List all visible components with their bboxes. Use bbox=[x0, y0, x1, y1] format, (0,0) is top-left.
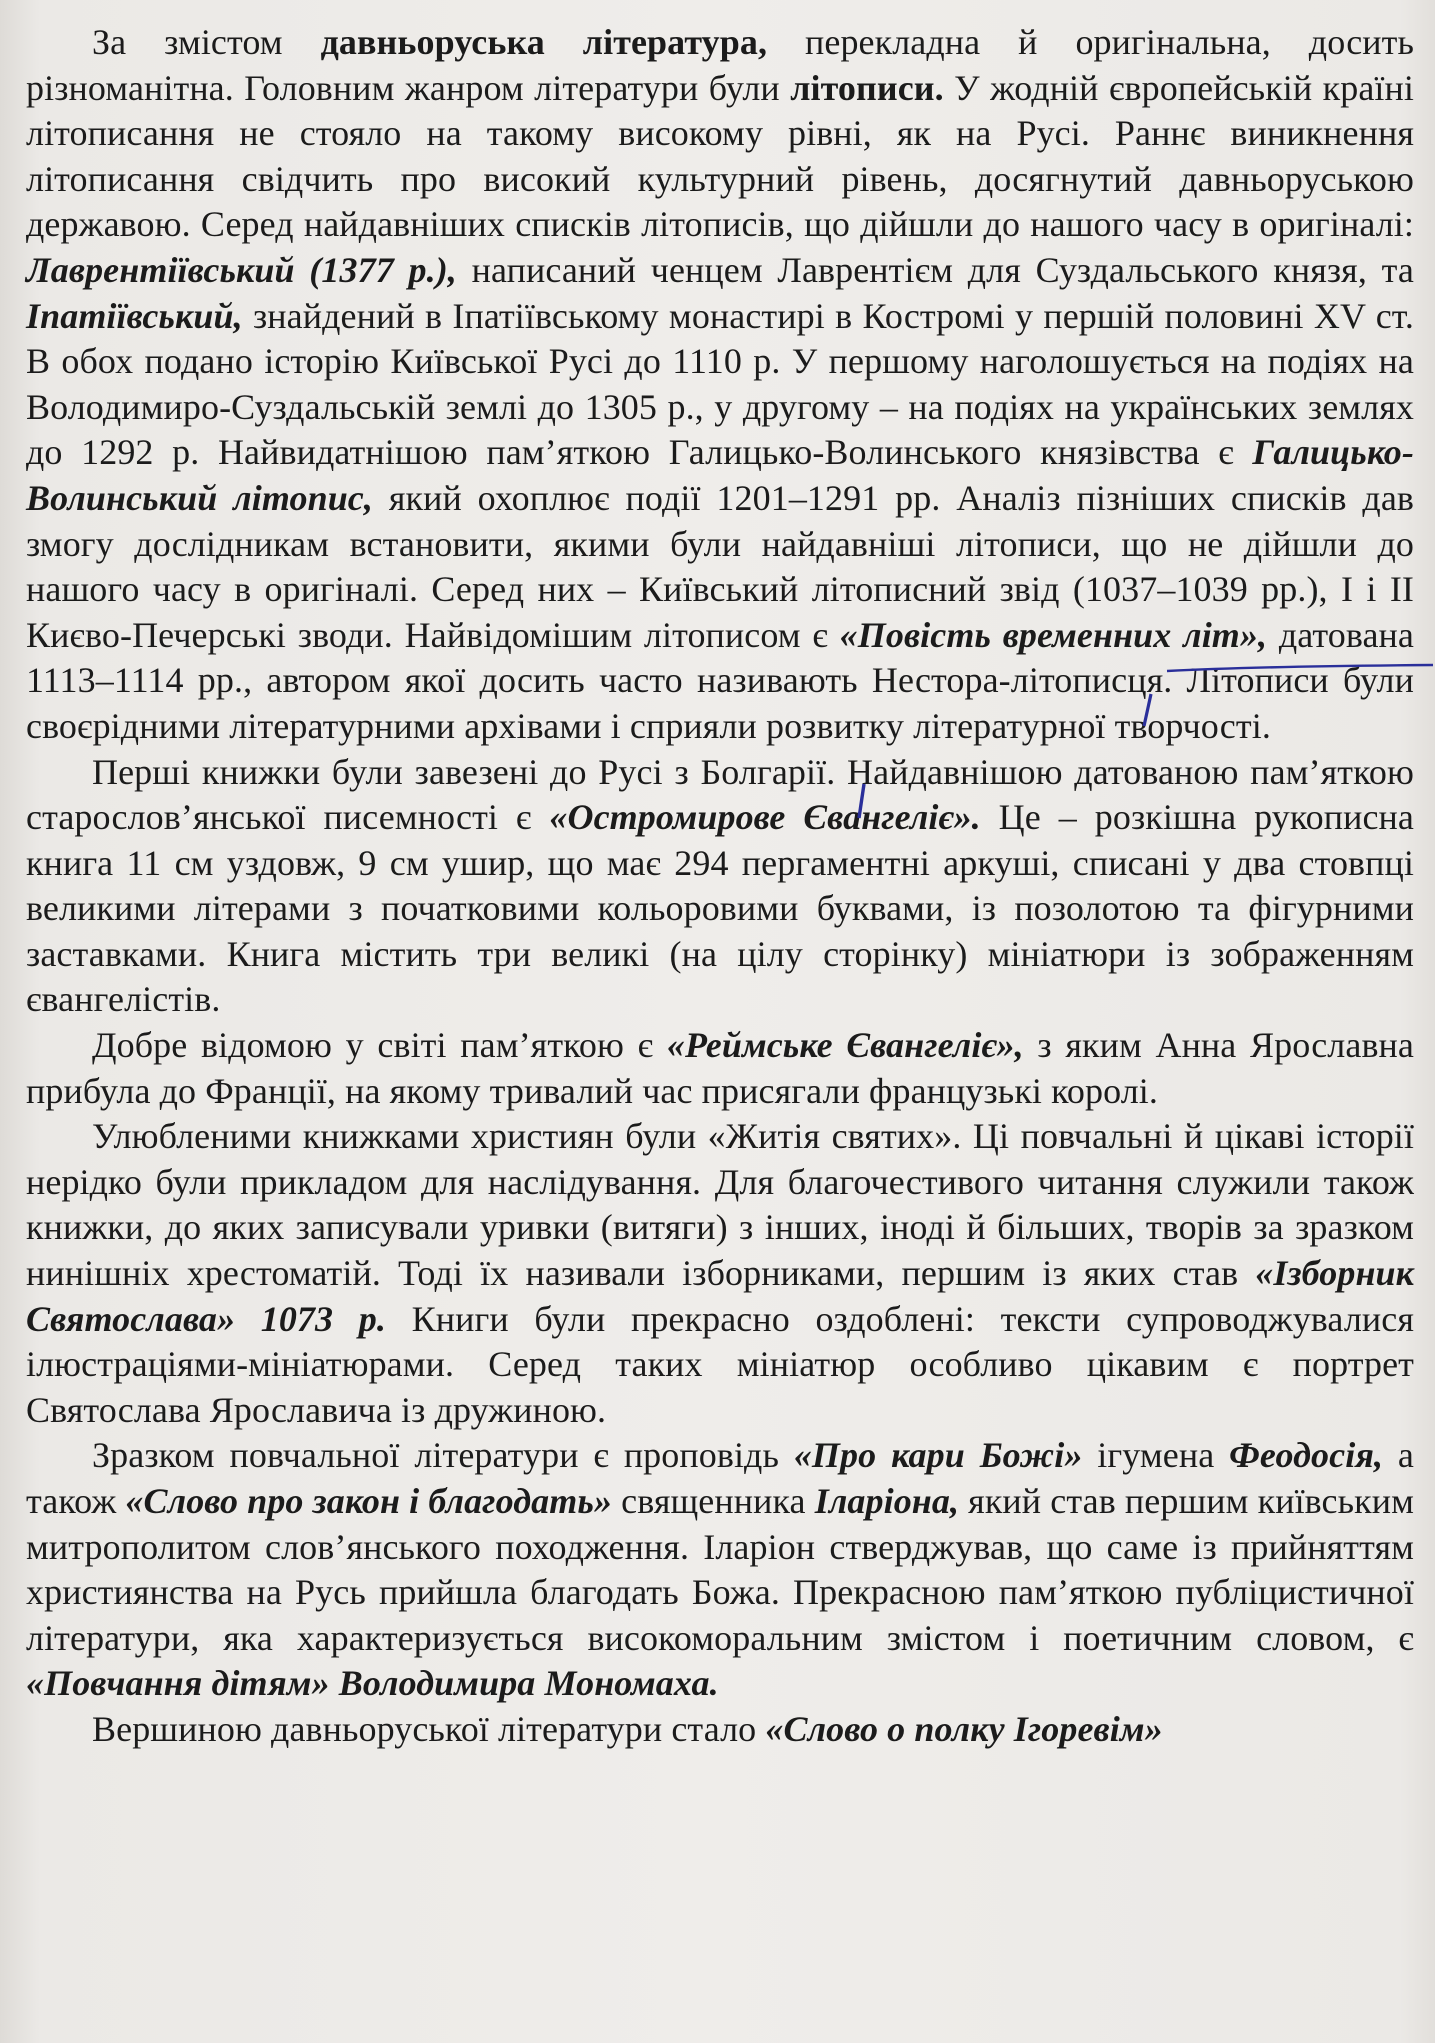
bold-italic-title: «Про кари Божі» bbox=[793, 1435, 1083, 1476]
paragraph bbox=[26, 20, 1414, 750]
bold-term: літописи. bbox=[790, 67, 944, 108]
text-run: Добре відомою у світі пам’яткою є bbox=[92, 1025, 667, 1066]
text-run: Це – розкішна рукописна книга 11 см уздовж, 9 см ушир, що має 294 пергаментні аркуші, списані у два стовпці великими літерами з початковими кольоровими буквами, із позолотою та фігурними заставками. Книга містить три великі (на цілу сторінку) мініатюри із зображенням євангелістів. bbox=[26, 797, 1414, 1020]
text-run: написаний ченцем Лаврентієм для Суздальського князя, та bbox=[456, 249, 1414, 290]
bold-italic-title: «Ізборник Святослава» 1073 р. bbox=[26, 1253, 1414, 1339]
paragraph bbox=[26, 1433, 1414, 1707]
bold-italic-title: «Слово про закон і благодать» bbox=[125, 1481, 613, 1521]
bold-italic-title: Лаврентіївський (1377 р.), bbox=[26, 249, 457, 290]
bold-italic-title: Іларіона, bbox=[814, 1481, 960, 1521]
text-run: Вершиною давньоруської літератури стало bbox=[92, 1708, 766, 1749]
text-run: з яким Анна Ярославна прибула до Франції, на якому тривалий час присягали французькі королі. bbox=[26, 1025, 1414, 1111]
text-run: За змістом bbox=[92, 22, 321, 62]
text-run: Улюбленими книжками християн були «Житія святих». Ці повчальні й цікаві історії нерідко були прикладом для наслідування. Для благочестивого читання служили також книжки, до яких записували уривки (витяги) з інших, іноді й більших, творів за зразком нинішніх хрестоматій. Тоді їх називали ізборниками, першим із яких став bbox=[26, 1116, 1414, 1294]
text-run: який охоплює події 1201–1291 рр. Аналіз пізніших списків дав змогу дослідникам встановити, якими були найдавніші літописи, що не дійшли до нашого часу в оригіналі. Серед них – Київський літописний звід (1037–1039 рр.), І і ІІ Києво-Печерські зводи. Найвідомішим літописом є bbox=[26, 477, 1415, 655]
bold-italic-title: Галицько-Волинський літопис, bbox=[26, 432, 1414, 518]
bold-italic-title: «Остромирове Євангеліє». bbox=[549, 797, 981, 838]
bold-italic-title: Феодосія, bbox=[1229, 1435, 1384, 1476]
text-run: У жодній європейській країні літописання не стояло на такому високому рівні, як на Русі. Раннє виникнення літописання свідчить про високий культурний рівень, досягнутий давньоруською державою. Серед найдавніших списків літописів, що дійшли до нашого часу в оригіналі: bbox=[26, 67, 1414, 245]
bold-italic-title: «Слово о полку Ігоревім» bbox=[765, 1708, 1163, 1749]
paragraph bbox=[26, 750, 1414, 1024]
bold-italic-title: «Повість временних літ», bbox=[839, 614, 1268, 655]
document-body bbox=[26, 20, 1414, 1753]
text-run: а також bbox=[26, 1435, 1414, 1521]
bold-italic-title: Іпатіївський, bbox=[26, 295, 243, 336]
paragraph bbox=[26, 1114, 1414, 1433]
text-run: який став першим київським митрополитом слов’янського походження. Іларіон стверджував, що саме із прийняттям християнства на Русь прийшла благодать Божа. Прекрасною пам’яткою публіцистичної літератури, яка характеризується високоморальним змістом і поетичним словом, є bbox=[26, 1481, 1414, 1658]
text-run: перекладна й оригінальна, досить різноманітна. Головним жанром літератури були bbox=[26, 22, 1414, 108]
text-run: знайдений в Іпатіївському монастирі в Костромі у першій половині XV ст. В обох подано історію Київської Русі до 1110 р. У першому наголошується на подіях на Володимиро-Суздальській землі до 1305 р., у другому – на подіях на українських землях до 1292 р. Найвидатнішою пам’яткою Галицько-Волинського князівства є bbox=[26, 295, 1414, 473]
bold-italic-title: «Повчання дітям» Володимира Мономаха. bbox=[26, 1663, 719, 1704]
bold-term: давньоруська література, bbox=[320, 22, 768, 62]
text-run: Перші книжки були завезені до Русі з Болгарії. Найдавнішою датованою пам’яткою старослов’янської писемності є bbox=[26, 751, 1414, 838]
text-run: датована 1113–1114 рр., автором якої досить часто називають Нестора-літописця. Літописи були своєрідними літературними архівами і сприяли розвитку літературної творчості. bbox=[26, 614, 1414, 746]
paragraph bbox=[26, 1023, 1414, 1114]
text-run: Зразком повчальної літератури є проповідь bbox=[92, 1435, 794, 1476]
paragraph bbox=[26, 1707, 1414, 1753]
text-run: ігумена bbox=[1082, 1435, 1230, 1476]
text-run: священника bbox=[612, 1481, 815, 1521]
text-run: Книги були прекрасно оздоблені: тексти супроводжувалися ілюстраціями-мініатюрами. Серед таких мініатюр особливо цікавим є портрет Святослава Ярославича із дружиною. bbox=[26, 1298, 1414, 1430]
bold-italic-title: «Реймське Євангеліє», bbox=[666, 1025, 1024, 1066]
